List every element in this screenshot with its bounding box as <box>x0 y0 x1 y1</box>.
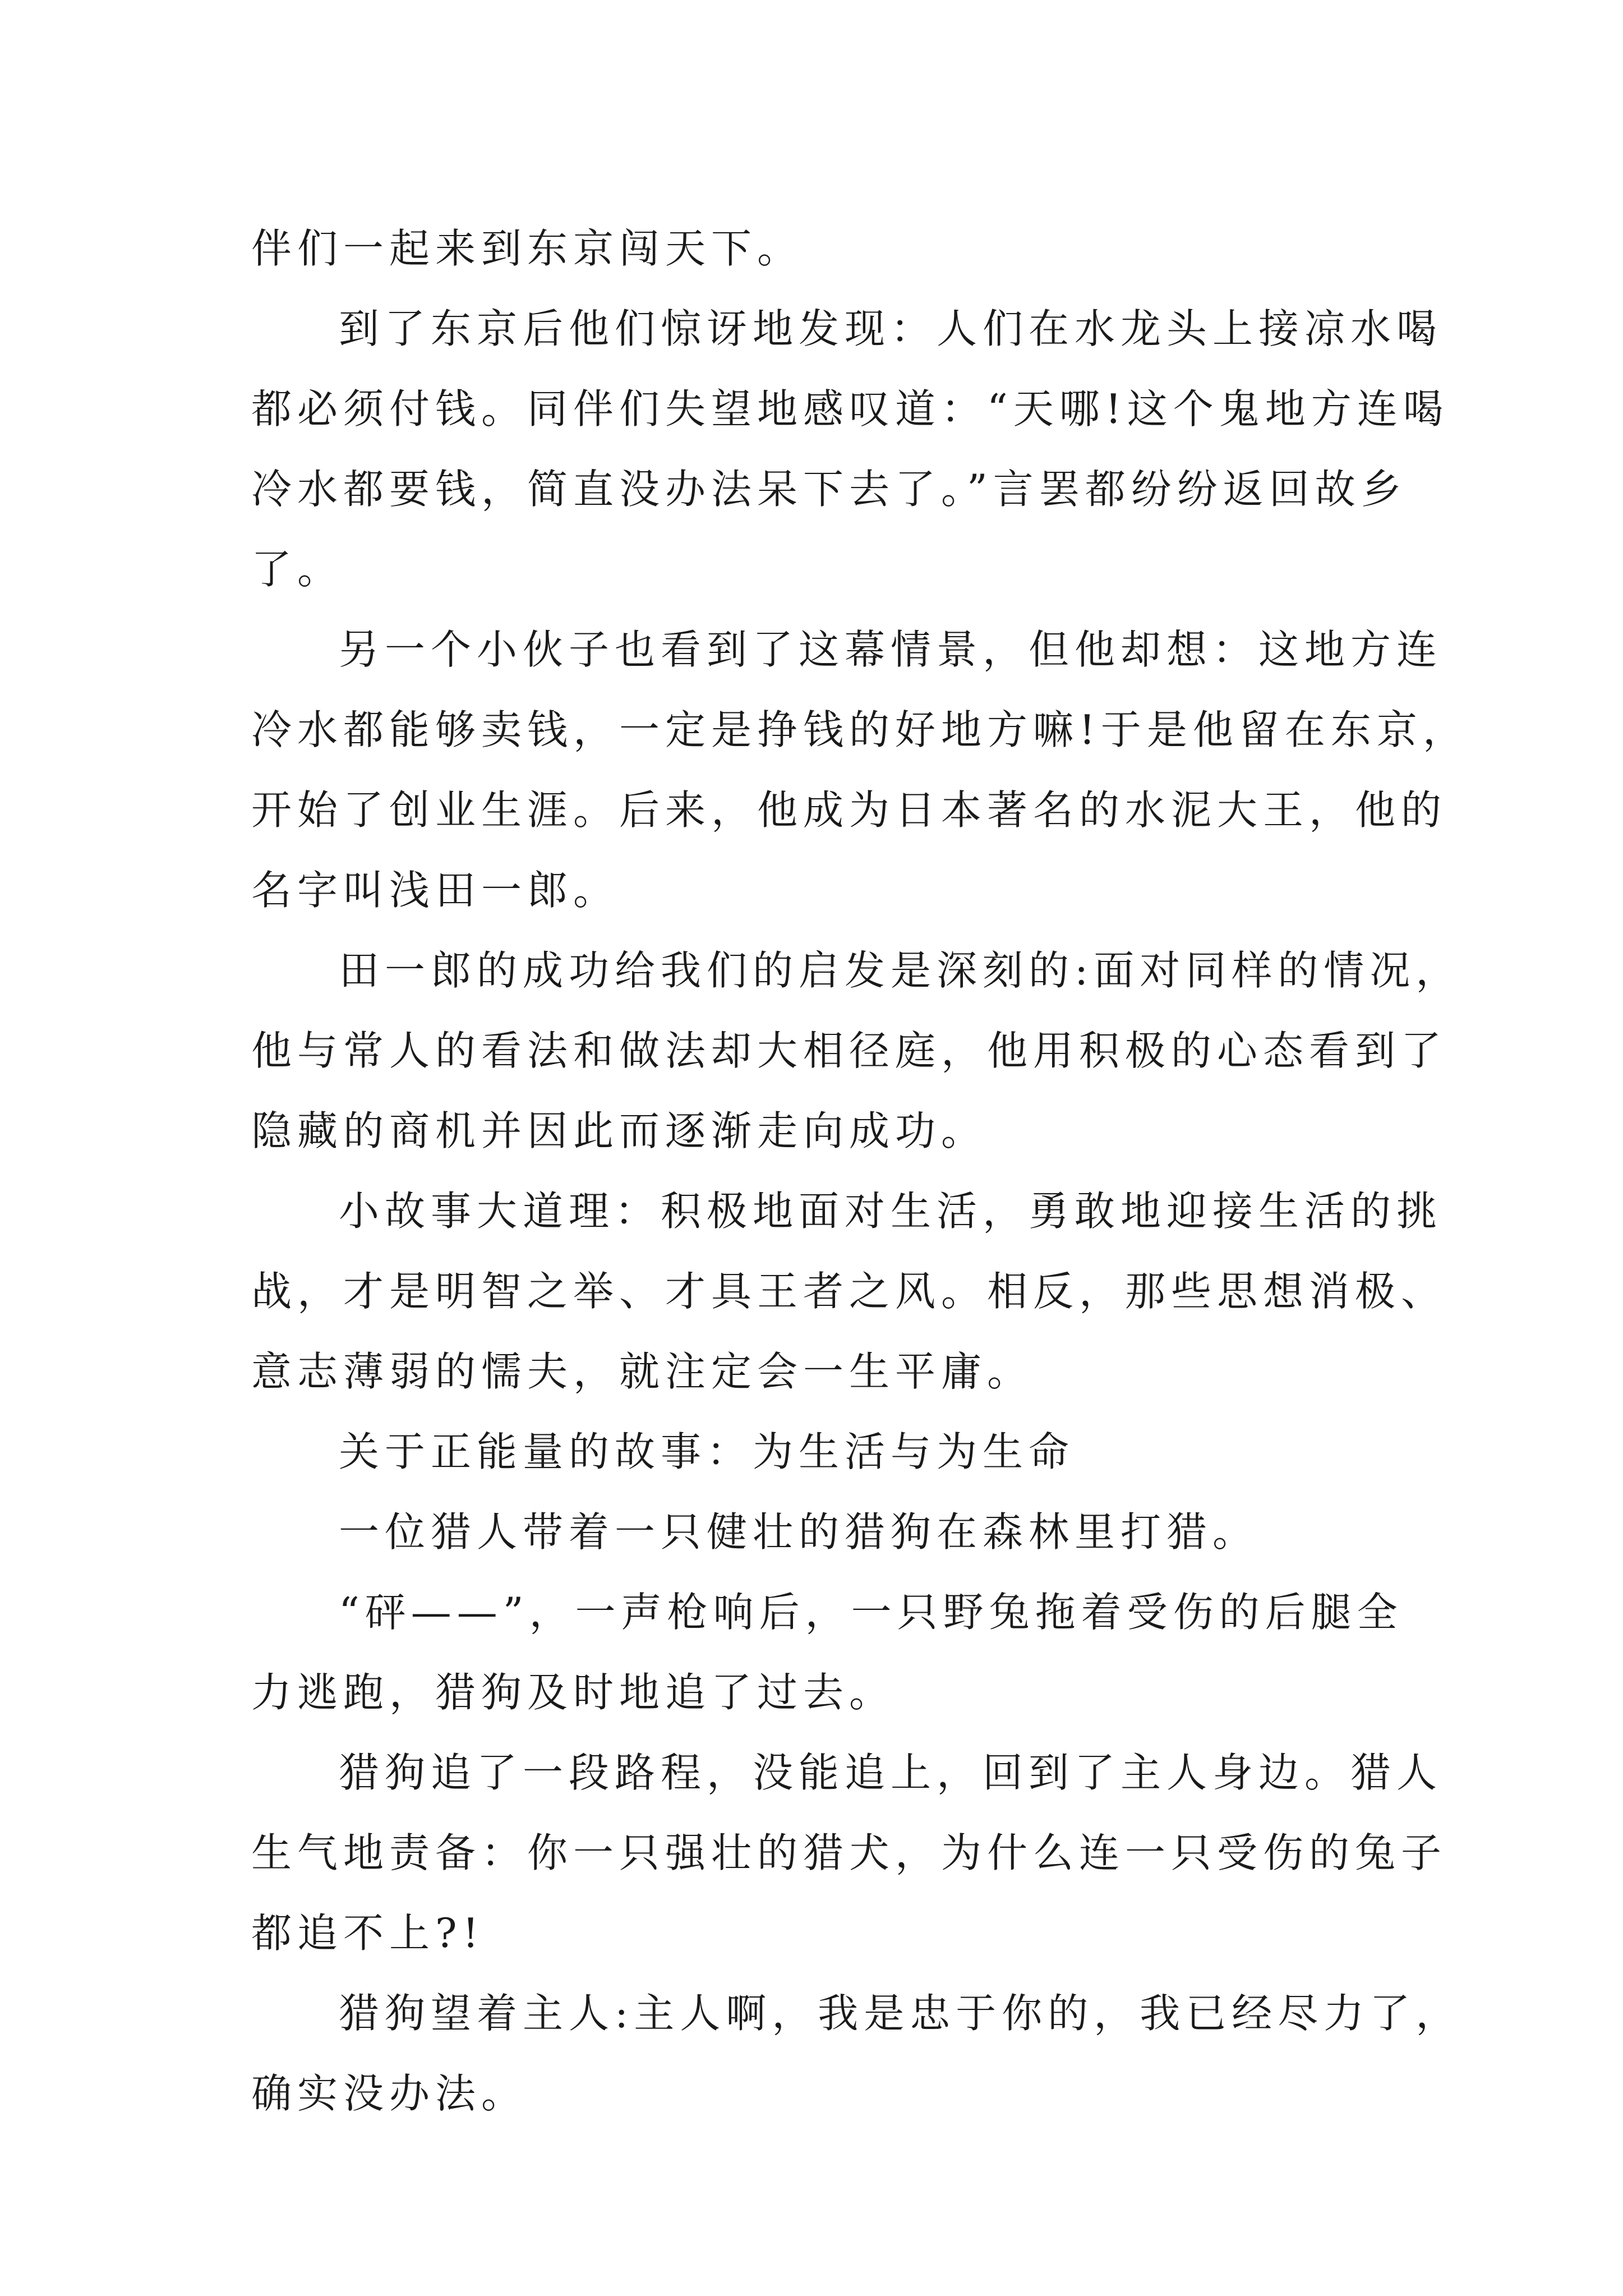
text-line: 一位猎人带着一只健壮的猎狗在森林里打猎。 <box>339 1508 1259 1556</box>
text-line: 冷水都要钱，简直没办法呆下去了。”言罢都纷纷返回故乡 <box>251 466 1407 513</box>
text-line: 隐藏的商机并因此而逐渐走向成功。 <box>251 1107 988 1154</box>
text-line: 都必须付钱。同伴们失望地感叹道：“天哪!这个鬼地方连喝 <box>251 385 1449 432</box>
text-line: 猎狗追了一段路程，没能追上，回到了主人身边。猎人 <box>339 1749 1443 1796</box>
text-line: 意志薄弱的懦夫，就注定会一生平庸。 <box>251 1348 1034 1395</box>
text-line: 名字叫浅田一郎。 <box>251 867 620 914</box>
text-line: “砰——”，一声枪响后，一只野兔拖着受伤的后腿全 <box>339 1589 1403 1636</box>
text-line: 猎狗望着主人:主人啊，我是忠于你的，我已经尽力了， <box>339 1990 1462 2037</box>
text-line: 确实没办法。 <box>251 2070 528 2117</box>
text-line: 另一个小伙子也看到了这幕情景，但他却想：这地方连 <box>339 626 1443 673</box>
text-line: 关于正能量的故事：为生活与为生命 <box>339 1428 1075 1475</box>
text-line: 田一郎的成功给我们的启发是深刻的:面对同样的情况， <box>339 947 1462 994</box>
text-line: 战，才是明智之举、才具王者之风。相反，那些思想消极、 <box>251 1268 1447 1315</box>
text-line: 到了东京后他们惊讶地发现：人们在水龙头上接凉水喝 <box>339 305 1443 352</box>
text-line: 力逃跑，猎狗及时地追了过去。 <box>251 1669 896 1716</box>
text-line: 都追不上?! <box>251 1910 485 1957</box>
text-line: 他与常人的看法和做法却大相径庭，他用积极的心态看到了 <box>251 1027 1447 1074</box>
text-line: 开始了创业生涯。后来，他成为日本著名的水泥大王，他的 <box>251 786 1447 834</box>
text-line: 了。 <box>251 546 344 593</box>
text-line: 伴们一起来到东京闯天下。 <box>251 225 804 272</box>
text-line: 生气地责备：你一只强壮的猎犬，为什么连一只受伤的兔子 <box>251 1829 1447 1876</box>
text-line: 冷水都能够卖钱，一定是挣钱的好地方嘛!于是他留在东京， <box>251 706 1469 753</box>
text-line: 小故事大道理：积极地面对生活，勇敢地迎接生活的挑 <box>339 1188 1443 1235</box>
body-text <box>251 209 1469 2134</box>
